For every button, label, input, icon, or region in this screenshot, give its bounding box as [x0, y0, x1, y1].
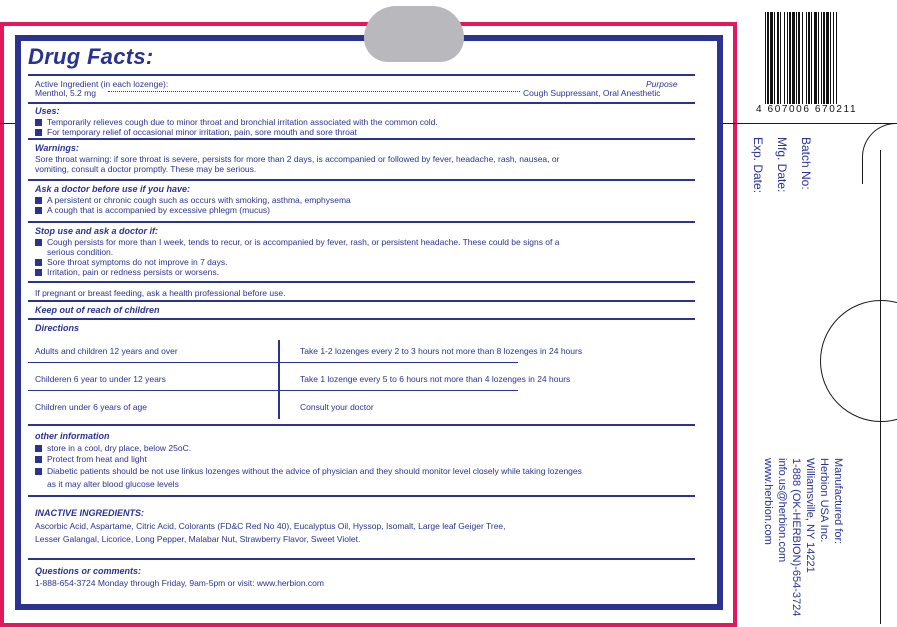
bullet-icon: [35, 239, 42, 246]
barcode-bar: [765, 12, 766, 104]
ask-doctor-heading: Ask a doctor before use if you have:: [35, 184, 191, 194]
bullet-icon: [35, 259, 42, 266]
bullet-icon: [35, 207, 42, 214]
barcode-bar: [830, 12, 831, 104]
inactive-ingredients: Lesser Galangal, Licorice, Long Pepper, Malabar Nut, Strawberry Flavor, Sweet Violet.: [35, 534, 361, 544]
other-item-3: Diabetic patients should be not use linkus lozenges without the advice of physician and they should monitor level closely while taking lozenges: [47, 466, 582, 476]
divider: [28, 281, 695, 283]
divider: [28, 138, 695, 140]
divider: [28, 558, 695, 560]
stop-use-item-1: Cough persists for more than I week, tends to recur, or is accompanied by fever, rash, or persistent headache. These could be signs of a: [47, 237, 560, 247]
other-item-3-cont: as it may alter blood glucose levels: [47, 479, 179, 489]
list-item: [35, 127, 357, 137]
barcode-bar: [784, 12, 785, 104]
list-item: [35, 237, 559, 247]
barcode-bar: [767, 12, 769, 104]
table-column-divider: [278, 340, 280, 419]
bullet-icon: [35, 197, 42, 204]
list-item: [35, 205, 270, 215]
barcode-bar: [796, 12, 797, 104]
other-item-2: Protect from heat and light: [47, 454, 147, 464]
barcode-bar: [798, 12, 800, 104]
keep-out-text: Keep out of reach of children: [35, 305, 160, 315]
barcode-bar: [811, 12, 812, 104]
barcode-bar: [808, 12, 810, 104]
inactive-ingredients: Ascorbic Acid, Aspartame, Citric Acid, Colorants (FD&C Red No 40), Eucalyptus Oil, Hyssop, Isomalt, Large leaf Geiger Tree,: [35, 521, 506, 531]
purpose-heading: Purpose: [646, 79, 678, 89]
inactive-heading: INACTIVE INGREDIENTS:: [35, 508, 145, 518]
manufacturer-line: info.us@herbion.com: [776, 458, 788, 563]
bullet-icon: [35, 445, 42, 452]
directions-heading: Directions: [35, 323, 80, 333]
barcode-bar: [787, 12, 788, 104]
drug-facts-title: Drug Facts:: [28, 44, 154, 69]
barcode-bar: [774, 12, 775, 104]
uses-item-1: Temporarily relieves cough due to minor throat and bronchial irritation associated with the common cold.: [47, 117, 438, 127]
directions-who: Adults and children 12 years and over: [35, 346, 178, 356]
stop-use-item-3: Irritation, pain or redness persists or worsens.: [47, 267, 219, 277]
directions-who: Childeren 6 year to under 12 years: [35, 374, 166, 384]
batch-no-label: Batch No:: [799, 137, 813, 190]
divider: [28, 74, 695, 76]
other-info-heading: other information: [35, 431, 110, 441]
list-item: [35, 117, 438, 127]
barcode-bar: [802, 12, 803, 104]
divider: [28, 102, 695, 104]
bullet-icon: [35, 119, 42, 126]
active-ingredient-heading: Active Ingredient (in each lozenge):: [35, 79, 169, 89]
exp-date-label: Exp. Date:: [751, 137, 765, 194]
uses-heading: Uses:: [35, 106, 60, 116]
barcode-bar: [770, 12, 773, 104]
blister-circle: [820, 300, 897, 422]
directions-who: Children under 6 years of age: [35, 402, 147, 412]
directions-dose: Take 1 lozenge every 5 to 6 hours not more than 4 lozenges in 24 hours: [300, 374, 571, 384]
barcode-bar: [777, 12, 779, 104]
manufacturer-line: Herbion USA Inc.: [818, 458, 830, 543]
manufacturer-line: Manufactured for:: [832, 458, 844, 545]
divider: [28, 179, 695, 181]
manufacturer-line: 1-888 (OK-HERBION)-654-3724: [790, 458, 802, 617]
barcode-bar: [789, 12, 791, 104]
questions-text: 1-888-654-3724 Monday through Friday, 9am-5pm or visit: www.herbion.com: [35, 578, 324, 588]
mfg-date-label: Mfg. Date:: [775, 137, 789, 193]
manufacturer-line: www.herbion.com: [762, 458, 774, 545]
list-item: [35, 257, 227, 267]
divider: [28, 318, 695, 320]
bullet-icon: [35, 269, 42, 276]
active-ingredient: Menthol, 5.2 mg: [35, 88, 96, 98]
bullet-icon: [35, 468, 42, 475]
warnings-heading: Warnings:: [35, 143, 79, 153]
purpose-value: Cough Suppressant, Oral Anesthetic: [523, 88, 661, 98]
other-item-1: store in a cool, dry place, below 25oC.: [47, 443, 192, 453]
barcode-number: 4 607006 670211: [756, 104, 858, 115]
leader-dots: [108, 91, 520, 92]
divider: [28, 221, 695, 223]
hang-tab: [364, 6, 464, 62]
manufacturer-line: Williamsville, NY 14221: [804, 458, 816, 573]
warnings-text: Sore throat warning: if sore throat is severe, persists for more than 2 days, is accompanied or followed by fever, headache, rash, nausea, or: [35, 154, 560, 164]
list-item: [35, 267, 219, 277]
stop-use-item-1-cont: serious condition.: [47, 247, 114, 257]
ask-doctor-item-1: A persistent or chronic cough such as occurs with smoking, asthma, emphysema: [47, 195, 351, 205]
table-row-divider: [28, 362, 518, 363]
stop-use-item-2: Sore throat symptoms do not improve in 7 days.: [47, 257, 228, 267]
bullet-icon: [35, 456, 42, 463]
barcode-bar: [826, 12, 829, 104]
barcode-bar: [823, 12, 825, 104]
list-item: [35, 454, 147, 464]
table-row-divider: [28, 390, 518, 391]
barcode-bar: [792, 12, 795, 104]
barcode-bar: [821, 12, 822, 104]
directions-dose: Take 1-2 lozenges every 2 to 3 hours not more than 8 lozenges in 24 hours: [300, 346, 583, 356]
list-item: [35, 466, 582, 476]
barcode-bar: [818, 12, 819, 104]
barcode-bar: [833, 12, 834, 104]
warnings-text: vomiting, consult a doctor promptly. These may be serious.: [35, 164, 257, 174]
barcode-bar: [836, 12, 837, 104]
questions-heading: Questions or comments:: [35, 566, 142, 576]
stop-use-heading: Stop use and ask a doctor if:: [35, 226, 159, 236]
barcode-bar: [806, 12, 807, 104]
bullet-icon: [35, 129, 42, 136]
barcode-bar: [780, 12, 781, 104]
ask-doctor-item-2: A cough that is accompanied by excessive phlegm (mucus): [47, 205, 271, 215]
directions-dose: Consult your doctor: [300, 402, 374, 412]
divider: [28, 300, 695, 302]
barcode-bar: [814, 12, 817, 104]
uses-item-2: For temporary relief of occasional minor irritation, pain, sore mouth and sore throat: [47, 127, 357, 137]
barcode: [765, 12, 880, 104]
list-item: [35, 443, 191, 453]
list-item: [35, 195, 351, 205]
divider: [28, 424, 695, 426]
pregnancy-warning: If pregnant or breast feeding, ask a health professional before use.: [35, 288, 286, 298]
divider: [28, 495, 695, 497]
